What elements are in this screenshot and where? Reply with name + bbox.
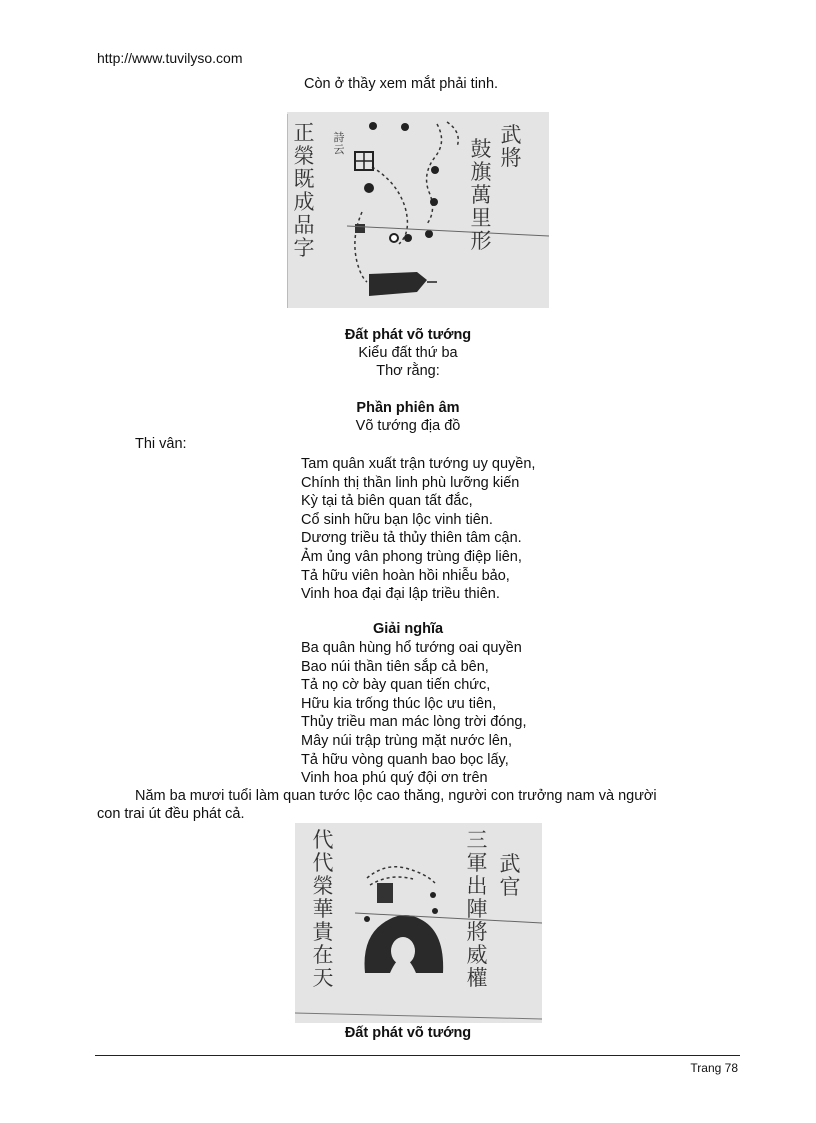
poem-line: Chính thị thần linh phù lưỡng kiến: [301, 474, 520, 491]
poem-line: Tả nọ cờ bày quan tiến chức,: [301, 677, 491, 694]
poem-intro: Thơ rằng:: [376, 363, 440, 379]
poem-line: Dương triều tả thủy thiên tâm cận.: [301, 530, 522, 547]
poem-line: Vinh hoa phú quý đội ơn trên: [301, 770, 488, 787]
poem-line: Tả hữu vòng quanh bao bọc lấy,: [301, 751, 509, 768]
diagram-1-small-note: 詩云: [333, 131, 345, 156]
figure-1-caption: Đất phát võ tướng: [344, 327, 472, 343]
phonetic-title: Võ tướng địa đồ: [355, 418, 461, 434]
diagram-1-left-text: 正榮既成品字: [293, 121, 315, 260]
phonetic-poem: [301, 455, 535, 604]
paragraph-line-2: con trai út đều phát cả.: [97, 806, 245, 822]
phonetic-heading: Phần phiên âm: [356, 400, 460, 416]
poem-line: Hữu kia trống thúc lộc ưu tiên,: [301, 695, 497, 712]
poem-line: Ba quân hùng hổ tướng oai quyền: [301, 640, 522, 656]
poem-line: Mây núi trập trùng mặt nước lên,: [301, 732, 513, 749]
header-url[interactable]: http://www.tuvilyso.com: [97, 50, 243, 66]
intro-line: Còn ở thầy xem mắt phải tinh.: [304, 76, 499, 92]
meaning-poem: [301, 639, 527, 788]
poem-line: Bao núi thần tiên sắp cả bên,: [301, 658, 489, 675]
poem-line: Kỳ tại tả biên quan tất đắc,: [301, 493, 473, 510]
feng-shui-diagram-2: [295, 823, 542, 1023]
subtitle: Kiểu đất thứ ba: [358, 345, 458, 361]
diagram-2-left-text: 代代榮華貴在天: [312, 828, 334, 990]
paragraph-line-1: Năm ba mươi tuổi làm quan tước lộc cao thăng, người con trưởng nam và người: [135, 788, 657, 804]
poem-line: Vinh hoa đại đại lập triều thiên.: [301, 586, 500, 603]
figure-2-caption: Đất phát võ tướng: [344, 1025, 472, 1041]
footer-rule: [95, 1055, 740, 1056]
diagram-2-right-text-2: 三軍出陣將威權: [466, 828, 488, 990]
feng-shui-diagram-1: [287, 112, 549, 308]
diagram-1-right-text-1: 武將: [500, 123, 522, 170]
poem-line: Ảm ủng vân phong trùng điệp liên,: [301, 548, 522, 565]
page-number: Trang 78: [690, 1061, 738, 1075]
poem-line: Cổ sinh hữu bạn lộc vinh tiên.: [301, 511, 493, 528]
diagram-2-right-text-1: 武官: [499, 852, 521, 899]
poem-line: Tả hữu viên hoàn hồi nhiễu bảo,: [301, 567, 510, 584]
poem-line: Tam quân xuất trận tướng uy quyền,: [301, 456, 536, 472]
thi-van-label: Thi vân:: [135, 436, 187, 452]
poem-line: Thủy triều man mác lòng trời đóng,: [301, 714, 527, 731]
meaning-heading: Giải nghĩa: [372, 621, 444, 637]
diagram-1-right-text-2: 鼓旗萬里形: [470, 137, 492, 253]
